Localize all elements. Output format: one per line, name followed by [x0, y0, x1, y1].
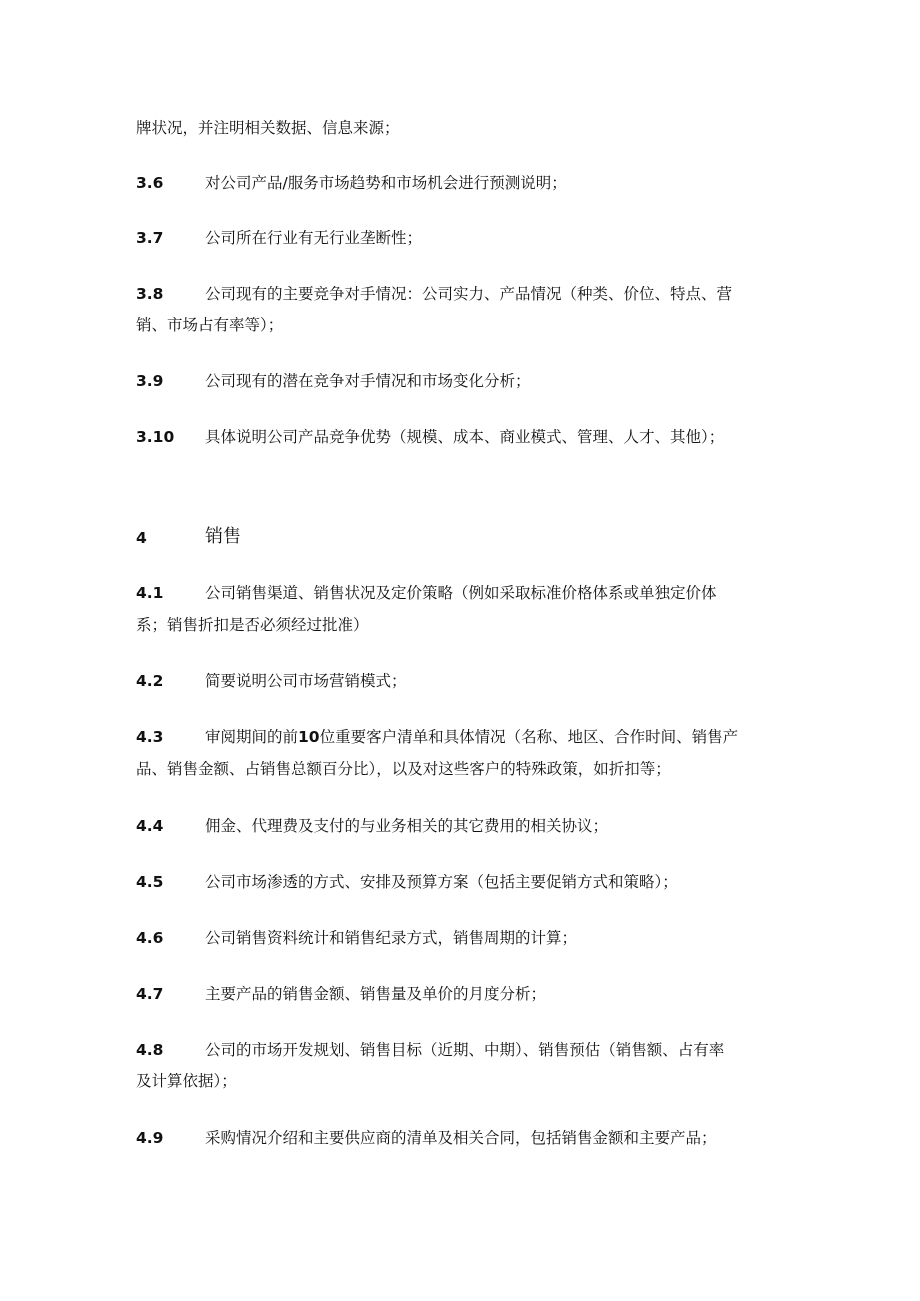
item-text: 采购情况介绍和主要供应商的清单及相关合同，包括销售金额和主要产品；: [205, 1129, 717, 1147]
item-text-continued: 系；销售折扣是否必须经过批准）: [136, 616, 369, 634]
item-text-post: 位重要客户清单和具体情况（名称、地区、合作时间、销售产: [319, 728, 739, 746]
item-number: 3.8: [136, 285, 164, 303]
item-number: 4.9: [136, 1129, 164, 1147]
item-number: 4.3: [136, 728, 164, 746]
item-text: 公司所在行业有无行业垄断性；: [205, 229, 423, 247]
item-text-bold: 10: [298, 728, 320, 746]
item-text: 公司的市场开发规划、销售目标（近期、中期）、销售预估（销售额、占有率: [205, 1041, 725, 1059]
item-text-pre: 审阅期间的前: [205, 728, 299, 746]
item-number: 3.6: [136, 174, 164, 192]
item-number: 4.7: [136, 985, 164, 1003]
item-text: 简要说明公司市场营销模式；: [205, 672, 407, 690]
section-number: 4: [136, 529, 147, 547]
item-text-continued: 及计算依据）；: [136, 1072, 237, 1090]
item-number: 3.9: [136, 372, 164, 390]
item-text: 公司销售渠道、销售状况及定价策略（例如采取标准价格体系或单独定价体: [205, 584, 717, 602]
item-text: 公司现有的主要竞争对手情况：公司实力、产品情况（种类、价位、特点、营: [205, 285, 733, 303]
item-text: 公司现有的潜在竞争对手情况和市场变化分析；: [205, 372, 531, 390]
item-number: 4.6: [136, 929, 164, 947]
item-text: 佣金、代理费及支付的与业务相关的其它费用的相关协议；: [205, 817, 609, 835]
item-text: [205, 727, 738, 747]
item-number: 4.5: [136, 873, 164, 891]
continued-line: 牌状况，并注明相关数据、信息来源；: [136, 119, 400, 137]
item-text-continued: 销、市场占有率等）；: [136, 316, 284, 334]
item-text: 对公司产品/服务市场趋势和市场机会进行预测说明；: [205, 174, 567, 192]
item-text: 公司销售资料统计和销售纪录方式，销售周期的计算；: [205, 929, 578, 947]
item-text: 公司市场渗透的方式、安排及预算方案（包括主要促销方式和策略）；: [205, 873, 678, 891]
item-number: 3.10: [136, 428, 175, 446]
item-number: 4.2: [136, 672, 164, 690]
item-number: 4.1: [136, 584, 164, 602]
section-title: 销售: [205, 526, 241, 547]
item-number: 4.8: [136, 1041, 164, 1059]
item-number: 4.4: [136, 817, 164, 835]
item-text-continued: 品、销售金额、占销售总额百分比），以及对这些客户的特殊政策，如折扣等；: [136, 760, 671, 778]
item-number: 3.7: [136, 229, 164, 247]
item-text: 主要产品的销售金额、销售量及单价的月度分析；: [205, 985, 547, 1003]
item-text: 具体说明公司产品竞争优势（规模、成本、商业模式、管理、人才、其他）；: [205, 428, 725, 446]
